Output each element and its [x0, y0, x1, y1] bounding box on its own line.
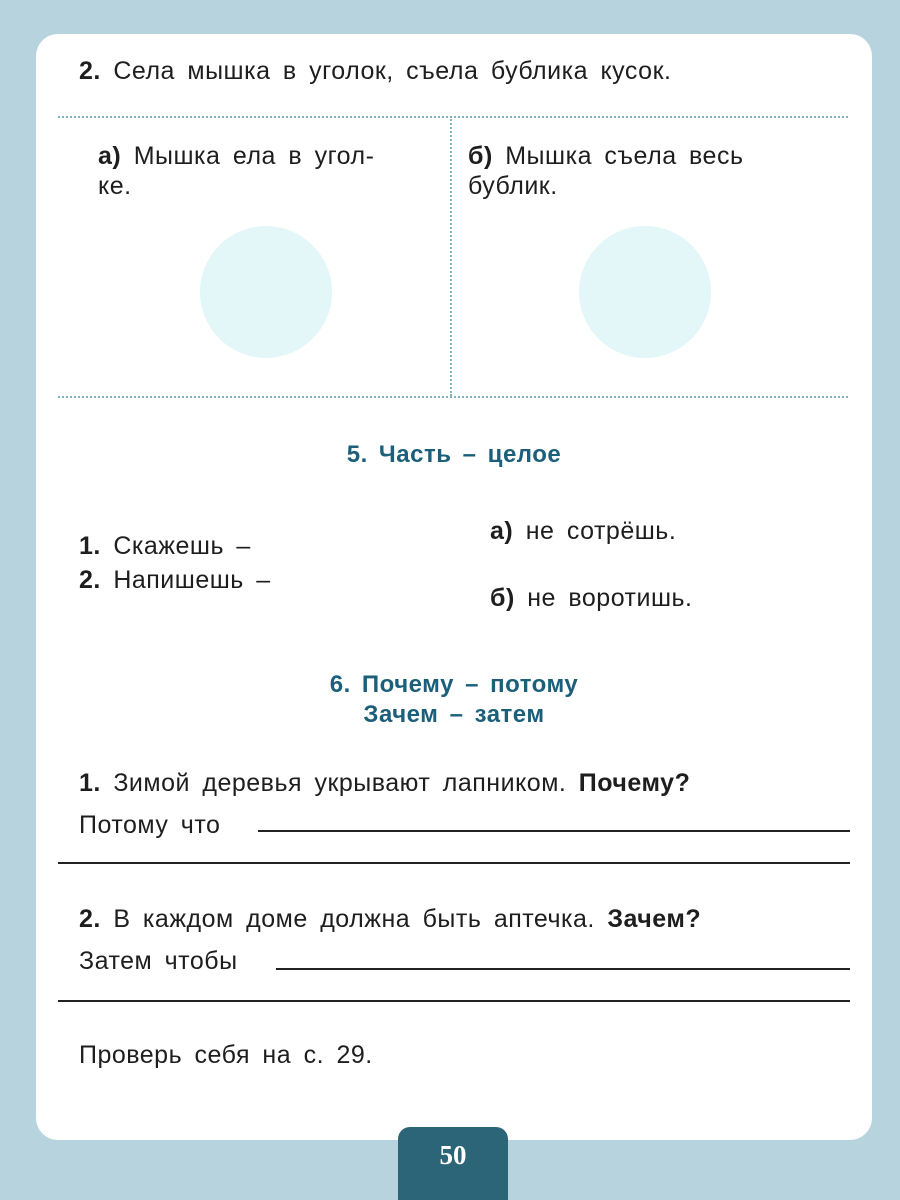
ending-a-label: а)	[490, 517, 514, 545]
task-2-text: Села мышка в уголок, съела бублика кусок.	[113, 57, 672, 85]
answer-circle-b[interactable]	[579, 226, 711, 358]
item-1-number: 1.	[79, 532, 101, 560]
question-1-text: Зимой деревья укрывают лапником.	[113, 769, 567, 797]
question-1-word: Почему?	[578, 769, 691, 797]
option-b-line1: Мышка съела весь	[505, 142, 744, 170]
question-2-word: Зачем?	[607, 905, 702, 933]
option-a	[98, 141, 374, 201]
option-a-label: а)	[98, 142, 122, 170]
task-2-number: 2.	[79, 57, 101, 85]
task-2-sentence	[79, 56, 671, 86]
section-5-title: 5. Часть – целое	[346, 441, 562, 468]
section-5-ending-a	[490, 516, 676, 546]
question-1	[79, 768, 690, 798]
answer-1-line-2[interactable]	[58, 862, 850, 864]
task-2-bottom-divider	[58, 396, 848, 398]
section-5-ending-b	[490, 583, 693, 613]
ending-a-text: не сотрёшь.	[525, 517, 677, 545]
item-2-text: Напишешь –	[113, 566, 271, 594]
section-6-title-line1: 6. Почему – потому	[329, 671, 579, 698]
section-5-item-2	[79, 565, 271, 595]
question-2-number: 2.	[79, 905, 101, 933]
task-2-top-divider	[58, 116, 848, 118]
answer-circle-a[interactable]	[200, 226, 332, 358]
answer-2-line-1[interactable]	[276, 968, 850, 970]
workbook-page	[36, 34, 872, 1140]
answer-2-prompt: Затем чтобы	[79, 947, 238, 975]
check-yourself-note: Проверь себя на с. 29.	[79, 1041, 373, 1069]
section-6-title-line2: Зачем – затем	[363, 701, 545, 728]
option-b	[468, 141, 744, 201]
answer-1-prompt: Потому что	[79, 811, 221, 839]
question-2	[79, 904, 701, 934]
ending-b-text: не воротишь.	[527, 584, 693, 612]
item-1-text: Скажешь –	[113, 532, 251, 560]
page-number: 50	[398, 1127, 508, 1200]
task-2-middle-divider	[450, 116, 452, 396]
answer-1-line-1[interactable]	[258, 830, 850, 832]
section-5-item-1	[79, 531, 251, 561]
answer-2-line-2[interactable]	[58, 1000, 850, 1002]
option-a-line1: Мышка ела в угол-	[133, 142, 375, 170]
item-2-number: 2.	[79, 566, 101, 594]
option-a-line2: ке.	[98, 172, 132, 200]
option-b-label: б)	[468, 142, 493, 170]
ending-b-label: б)	[490, 584, 515, 612]
option-b-line2: бублик.	[468, 172, 558, 200]
question-2-text: В каждом доме должна быть аптечка.	[113, 905, 595, 933]
question-1-number: 1.	[79, 769, 101, 797]
